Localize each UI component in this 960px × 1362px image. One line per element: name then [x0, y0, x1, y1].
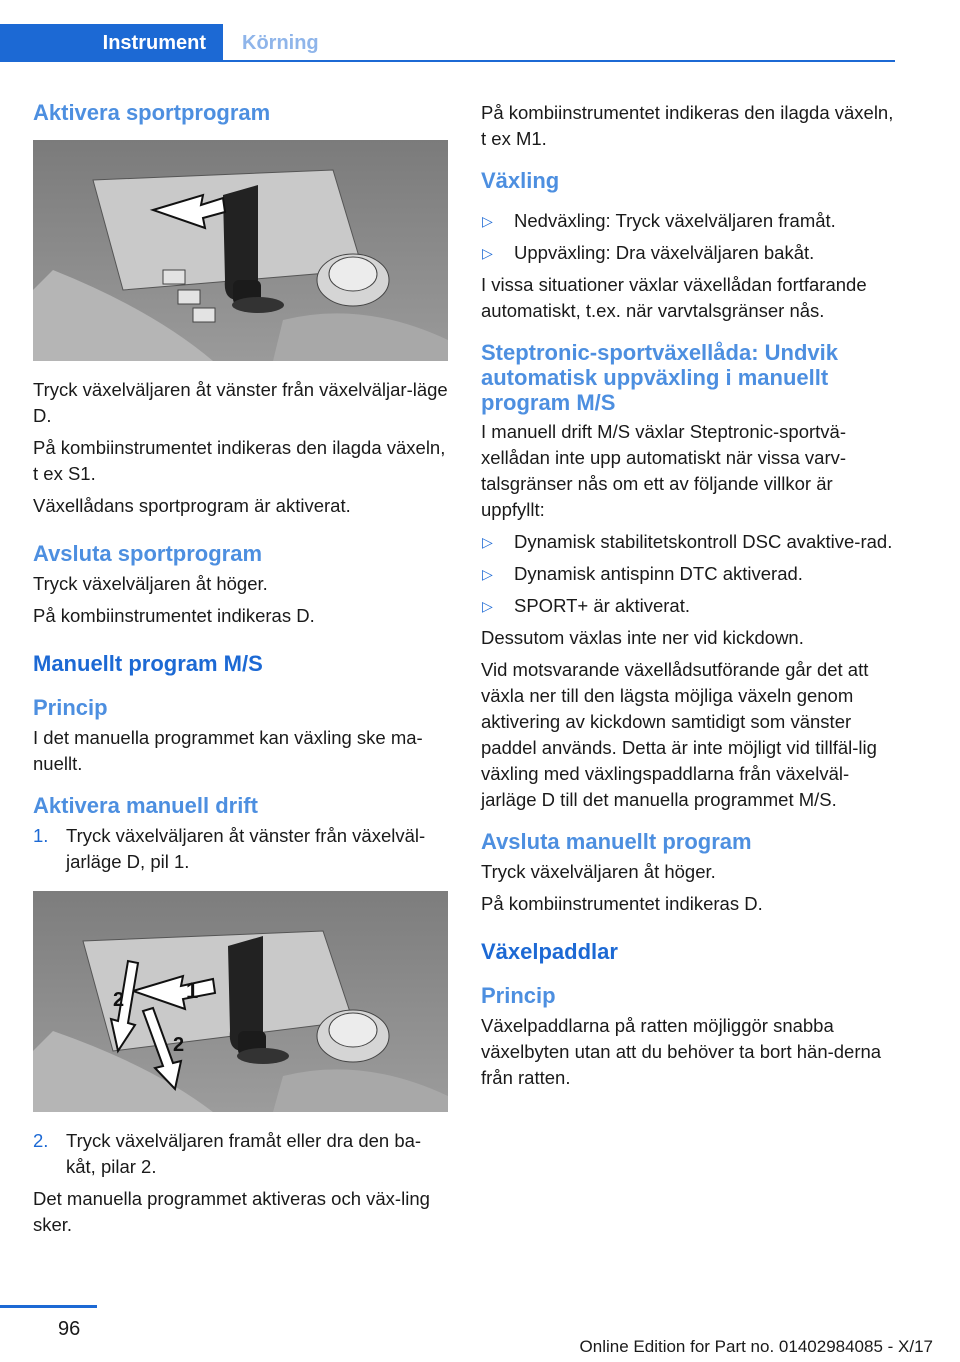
- text-tryck-hoger: Tryck växelväljaren åt höger.: [33, 573, 268, 594]
- text-vissa-situationer: I vissa situationer växlar växellådan fortfarande automatiskt, t.ex. när varvtalsgränser nås.: [481, 274, 867, 321]
- list-item: [33, 1128, 448, 1180]
- gear-selector-photo-sport: [33, 140, 448, 361]
- villkor-list: [481, 529, 899, 619]
- text-kombiinstrument-d-2: På kombiinstrumentet indikeras D.: [481, 893, 763, 914]
- text-kombiinstrument-s1: På kombiinstrumentet indikeras den ilagda växeln, t ex S1.: [33, 437, 446, 484]
- text-tryck-hoger-2: Tryck växelväljaren åt höger.: [481, 861, 716, 882]
- footer-rule: [0, 1305, 97, 1308]
- triangle-bullet-icon: ▷: [482, 213, 493, 229]
- right-column: [481, 100, 899, 1097]
- text-vaxellads-utforande: Vid motsvarande växellådsutförande går det att växla ner till den lägsta möjliga växeln genom aktivering av kickdown samtidigt som vänster paddel används. Detta är inte möjligt vid tillfäl‐lig växling med växlingspaddlarna från växelväl‐jarläge D till det manuella programmet M/S.: [481, 659, 877, 810]
- list-item-text: Dynamisk antispinn DTC aktiverad.: [514, 563, 803, 584]
- step-number: 2.: [33, 1130, 49, 1151]
- edition-text: Online Edition for Part no. 01402984085 - X/17: [579, 1337, 933, 1356]
- text-kombiinstrument-d: På kombiinstrumentet indikeras D.: [33, 605, 315, 626]
- heading-aktivera-sportprogram: Aktivera sportprogram: [33, 100, 271, 125]
- text-kombiinstrument-m1: På kombiinstrumentet indikeras den ilagda växeln, t ex M1.: [481, 102, 894, 149]
- list-item: [481, 529, 899, 555]
- text-vaxelpaddlarna: Växelpaddlarna på ratten möjliggör snabba växelbyten utan att du behöver ta bort hän‐derna från ratten.: [481, 1015, 882, 1088]
- triangle-bullet-icon: ▷: [482, 598, 493, 614]
- heading-aktivera-manuell: Aktivera manuell drift: [33, 793, 258, 818]
- page-number: 96: [58, 1318, 81, 1340]
- list-item: [481, 561, 899, 587]
- list-item-text: Uppväxling: Dra växelväljaren bakåt.: [514, 242, 815, 263]
- step-text: Tryck växelväljaren framåt eller dra den ba‐kåt, pilar 2.: [66, 1130, 422, 1177]
- figure-label-2-lower: 2: [173, 1034, 185, 1056]
- figure-label-2-upper: 2: [113, 989, 125, 1011]
- triangle-bullet-icon: ▷: [482, 534, 493, 550]
- gear-selector-photo-manual: [33, 891, 448, 1112]
- list-item-text: Dynamisk stabilitetskontroll DSC avaktive‐rad.: [514, 531, 893, 552]
- list-item: [481, 240, 899, 266]
- vaxling-list: [481, 208, 899, 266]
- heading-vaxelpaddlar: Växelpaddlar: [481, 939, 618, 964]
- list-item-text: SPORT+ är aktiverat.: [514, 595, 690, 616]
- heading-manuellt-program: Manuellt program M/S: [33, 651, 263, 676]
- figure-label-1: 1: [186, 978, 199, 1003]
- heading-steptronic: Steptronic-sportväxellåda: Undvik automatisk uppväxling i manuellt program M/S: [481, 340, 838, 415]
- header-tabbar: [0, 24, 895, 62]
- text-sportprogram-aktiverat: Växellådans sportprogram är aktiverat.: [33, 495, 351, 516]
- heading-princip-2: Princip: [481, 983, 556, 1008]
- triangle-bullet-icon: ▷: [482, 566, 493, 582]
- triangle-bullet-icon: ▷: [482, 245, 493, 261]
- step-number: 1.: [33, 825, 49, 846]
- heading-vaxling: Växling: [481, 168, 560, 193]
- step-text: Tryck växelväljaren åt vänster från växelväl‐jarläge D, pil 1.: [66, 825, 426, 872]
- list-item-text: Nedväxling: Tryck växelväljaren framåt.: [514, 210, 836, 231]
- list-item: [33, 823, 448, 875]
- text-kickdown: Dessutom växlas inte ner vid kickdown.: [481, 627, 804, 648]
- steps-list-1: [33, 823, 448, 875]
- list-item: [481, 593, 899, 619]
- heading-avsluta-sportprogram: Avsluta sportprogram: [33, 541, 263, 566]
- heading-princip: Princip: [33, 695, 108, 720]
- left-column: [33, 100, 448, 1244]
- text-manuell-drift: I manuell drift M/S växlar Steptronic-sportvä‐xellådan inte upp automatiskt när vissa varv‐talsgränser nås om ett av följande villkor är uppfyllt:: [481, 421, 847, 520]
- text-manuella-aktiveras: Det manuella programmet aktiveras och väx‐ling sker.: [33, 1188, 430, 1235]
- header-rule: [0, 60, 895, 62]
- steps-list-2: [33, 1128, 448, 1180]
- heading-avsluta-manuellt: Avsluta manuellt program: [481, 829, 752, 854]
- text-tryck-vanster: Tryck växelväljaren åt vänster från växelväljar‐läge D.: [33, 379, 448, 426]
- tab-korning[interactable]: Körning: [242, 32, 319, 54]
- tab-instrument[interactable]: Instrument: [0, 24, 223, 62]
- text-manuella-programmet: I det manuella programmet kan växling ske ma‐nuellt.: [33, 727, 423, 774]
- list-item: [481, 208, 899, 234]
